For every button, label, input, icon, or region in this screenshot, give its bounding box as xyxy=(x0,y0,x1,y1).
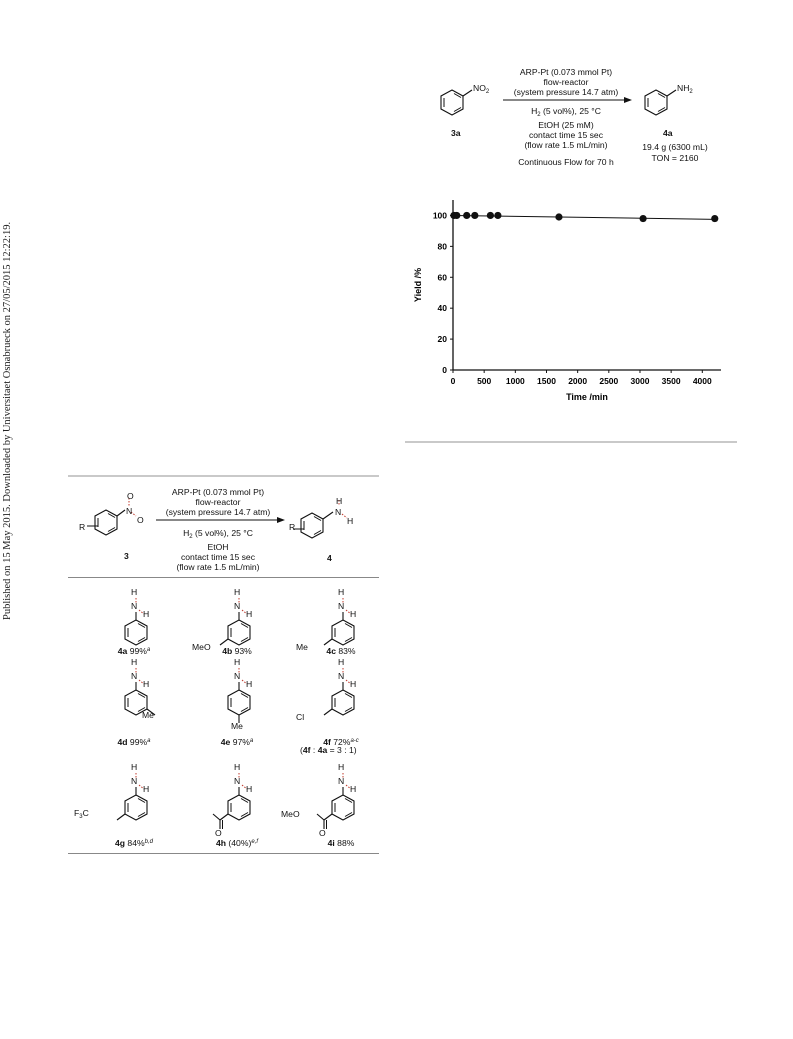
entry-label-4e: 4e 97%$^a$ xyxy=(220,737,254,747)
substituent-label: Cl xyxy=(296,712,305,722)
x-tick-label: 1000 xyxy=(505,376,525,386)
data-point xyxy=(494,212,501,219)
y-tick-label: 20 xyxy=(437,334,447,345)
table-header-rule xyxy=(68,577,379,578)
amine-h-top: H xyxy=(131,762,138,772)
amine-n: N xyxy=(338,671,345,681)
amine-h-top: H xyxy=(338,657,345,667)
substituent-label: Me xyxy=(231,721,243,731)
flow-duration: Continuous Flow for 70 h xyxy=(518,157,614,167)
chart-axes xyxy=(453,200,721,370)
table-top-rule xyxy=(68,475,379,477)
amine-h-top: H xyxy=(338,587,345,597)
substituent-label: $F_3C$ xyxy=(74,808,89,820)
amine-n: N xyxy=(131,776,138,786)
amine-h-right: H xyxy=(350,609,357,619)
substituent-label: Me xyxy=(296,642,308,652)
nitro-group-label: $NO_2$ xyxy=(473,83,490,95)
amine-h-right: H xyxy=(246,784,253,794)
amine-h-top: H xyxy=(234,657,241,667)
y-tick-label: 40 xyxy=(437,303,447,314)
table-bottom-rule xyxy=(68,853,379,854)
y-tick-label: 80 xyxy=(437,241,447,252)
x-tick-label: 4000 xyxy=(692,376,712,386)
amine-h-top: H xyxy=(131,587,138,597)
amine-h-right: H xyxy=(143,609,150,619)
data-point xyxy=(711,215,718,222)
x-tick-label: 500 xyxy=(477,376,492,386)
y-tick-label: 60 xyxy=(437,272,447,283)
product-h-top: H xyxy=(336,496,343,506)
product-r-group-label: R xyxy=(289,522,296,532)
entry-label-4g: 4g 84%$^{b,d}$ xyxy=(115,838,153,848)
x-axis-label: Time /min xyxy=(566,392,608,402)
substituent-label: Me xyxy=(142,710,154,720)
x-tick-label: 2500 xyxy=(599,376,619,386)
entry-label-4f: 4f 72%$^{a-c}$ xyxy=(323,737,359,747)
yield-time-chart xyxy=(405,180,735,410)
scope-product-label: 4 xyxy=(327,553,332,563)
entry-label-4d: 4d 99%$^a$ xyxy=(117,737,151,747)
conditions-below-arrow: $H_2$ (5 vol%), 25 °C EtOH (25 mM) contact time 15 sec (flow rate 1.5 mL/min) xyxy=(524,106,608,150)
amine-n: N xyxy=(338,776,345,786)
product-label: 4a xyxy=(663,128,673,138)
data-point xyxy=(487,212,494,219)
reactant-label: 3a xyxy=(451,128,461,138)
amine-n: N xyxy=(131,671,138,681)
y-tick-label: 0 xyxy=(442,365,447,375)
x-tick-label: 3000 xyxy=(630,376,650,386)
amine-group-label: $NH_2$ xyxy=(677,83,693,95)
amine-n: N xyxy=(338,601,345,611)
figure-rule xyxy=(405,441,737,443)
amine-n: N xyxy=(234,601,241,611)
reaction-arrow xyxy=(503,96,633,104)
nitroso-n: N xyxy=(126,506,133,516)
y-tick-label: 100 xyxy=(432,210,447,221)
nitroso-o-top: O xyxy=(127,491,134,501)
amine-h-right: H xyxy=(246,609,253,619)
amine-h-top: H xyxy=(234,587,241,597)
amine-h-top: H xyxy=(234,762,241,772)
substituent-label: O xyxy=(215,828,222,838)
amine-h-right: H xyxy=(143,784,150,794)
entry-label-4a: 4a 99%$^a$ xyxy=(117,646,151,656)
chart-series xyxy=(450,212,718,222)
amine-h-right: H xyxy=(350,784,357,794)
scope-reaction-arrow xyxy=(156,516,286,524)
scope-conditions-below: $H_2$ (5 vol%), 25 °C EtOH contact time 15 sec (flow rate 1.5 mL/min) xyxy=(176,528,260,572)
data-point xyxy=(555,213,562,220)
nitroso-reactant-structure xyxy=(78,488,158,548)
amine-n: N xyxy=(131,601,138,611)
chart-ticks xyxy=(433,210,712,386)
entry-label-4i: 4i 88% xyxy=(327,838,355,848)
amine-h-right: H xyxy=(350,679,357,689)
product-notes: 19.4 g (6300 mL) TON = 2160 xyxy=(642,142,708,163)
nitroso-o-right: O xyxy=(137,515,144,525)
r-group-label: R xyxy=(79,522,86,532)
conditions-above-arrow: ARP-Pt (0.073 mmol Pt) flow-reactor (system pressure 14.7 atm) xyxy=(513,67,619,97)
data-point xyxy=(453,212,460,219)
x-tick-label: 1500 xyxy=(537,376,556,386)
amine-h-right: H xyxy=(246,679,253,689)
amine-h-right: H xyxy=(143,679,150,689)
entry-label-4b: 4b 93% xyxy=(222,646,252,656)
entry-label-4c: 4c 83% xyxy=(326,646,356,656)
amine-h-top: H xyxy=(338,762,345,772)
scope-conditions-above: ARP-Pt (0.073 mmol Pt) flow-reactor (system pressure 14.7 atm) xyxy=(165,487,271,517)
substituent-label: MeO xyxy=(281,809,300,819)
y-axis-label: Yield /% xyxy=(413,267,423,303)
substituent-label: MeO xyxy=(192,642,211,652)
carbonyl-o: O xyxy=(319,828,326,838)
x-tick-label: 0 xyxy=(450,376,456,386)
x-tick-label: 3500 xyxy=(661,376,681,386)
data-point xyxy=(471,212,478,219)
x-tick-label: 2000 xyxy=(568,376,588,386)
product-h-right: H xyxy=(347,516,354,526)
amine-n: N xyxy=(234,671,241,681)
amine-h-top: H xyxy=(131,657,138,667)
download-note: Published on 15 May 2015. Downloaded by Universitaet Osnabrueck on 27/05/2015 12:22:19. xyxy=(2,221,13,620)
data-point xyxy=(463,212,470,219)
scope-reactant-label: 3 xyxy=(124,551,129,561)
amine-n: N xyxy=(234,776,241,786)
data-point xyxy=(639,215,646,222)
ratio-note: (4f : 4a = 3 : 1) xyxy=(300,745,357,755)
entry-label-4h: 4h $(40\%)^{e,f}$ xyxy=(215,838,258,848)
product-n: N xyxy=(335,507,342,517)
